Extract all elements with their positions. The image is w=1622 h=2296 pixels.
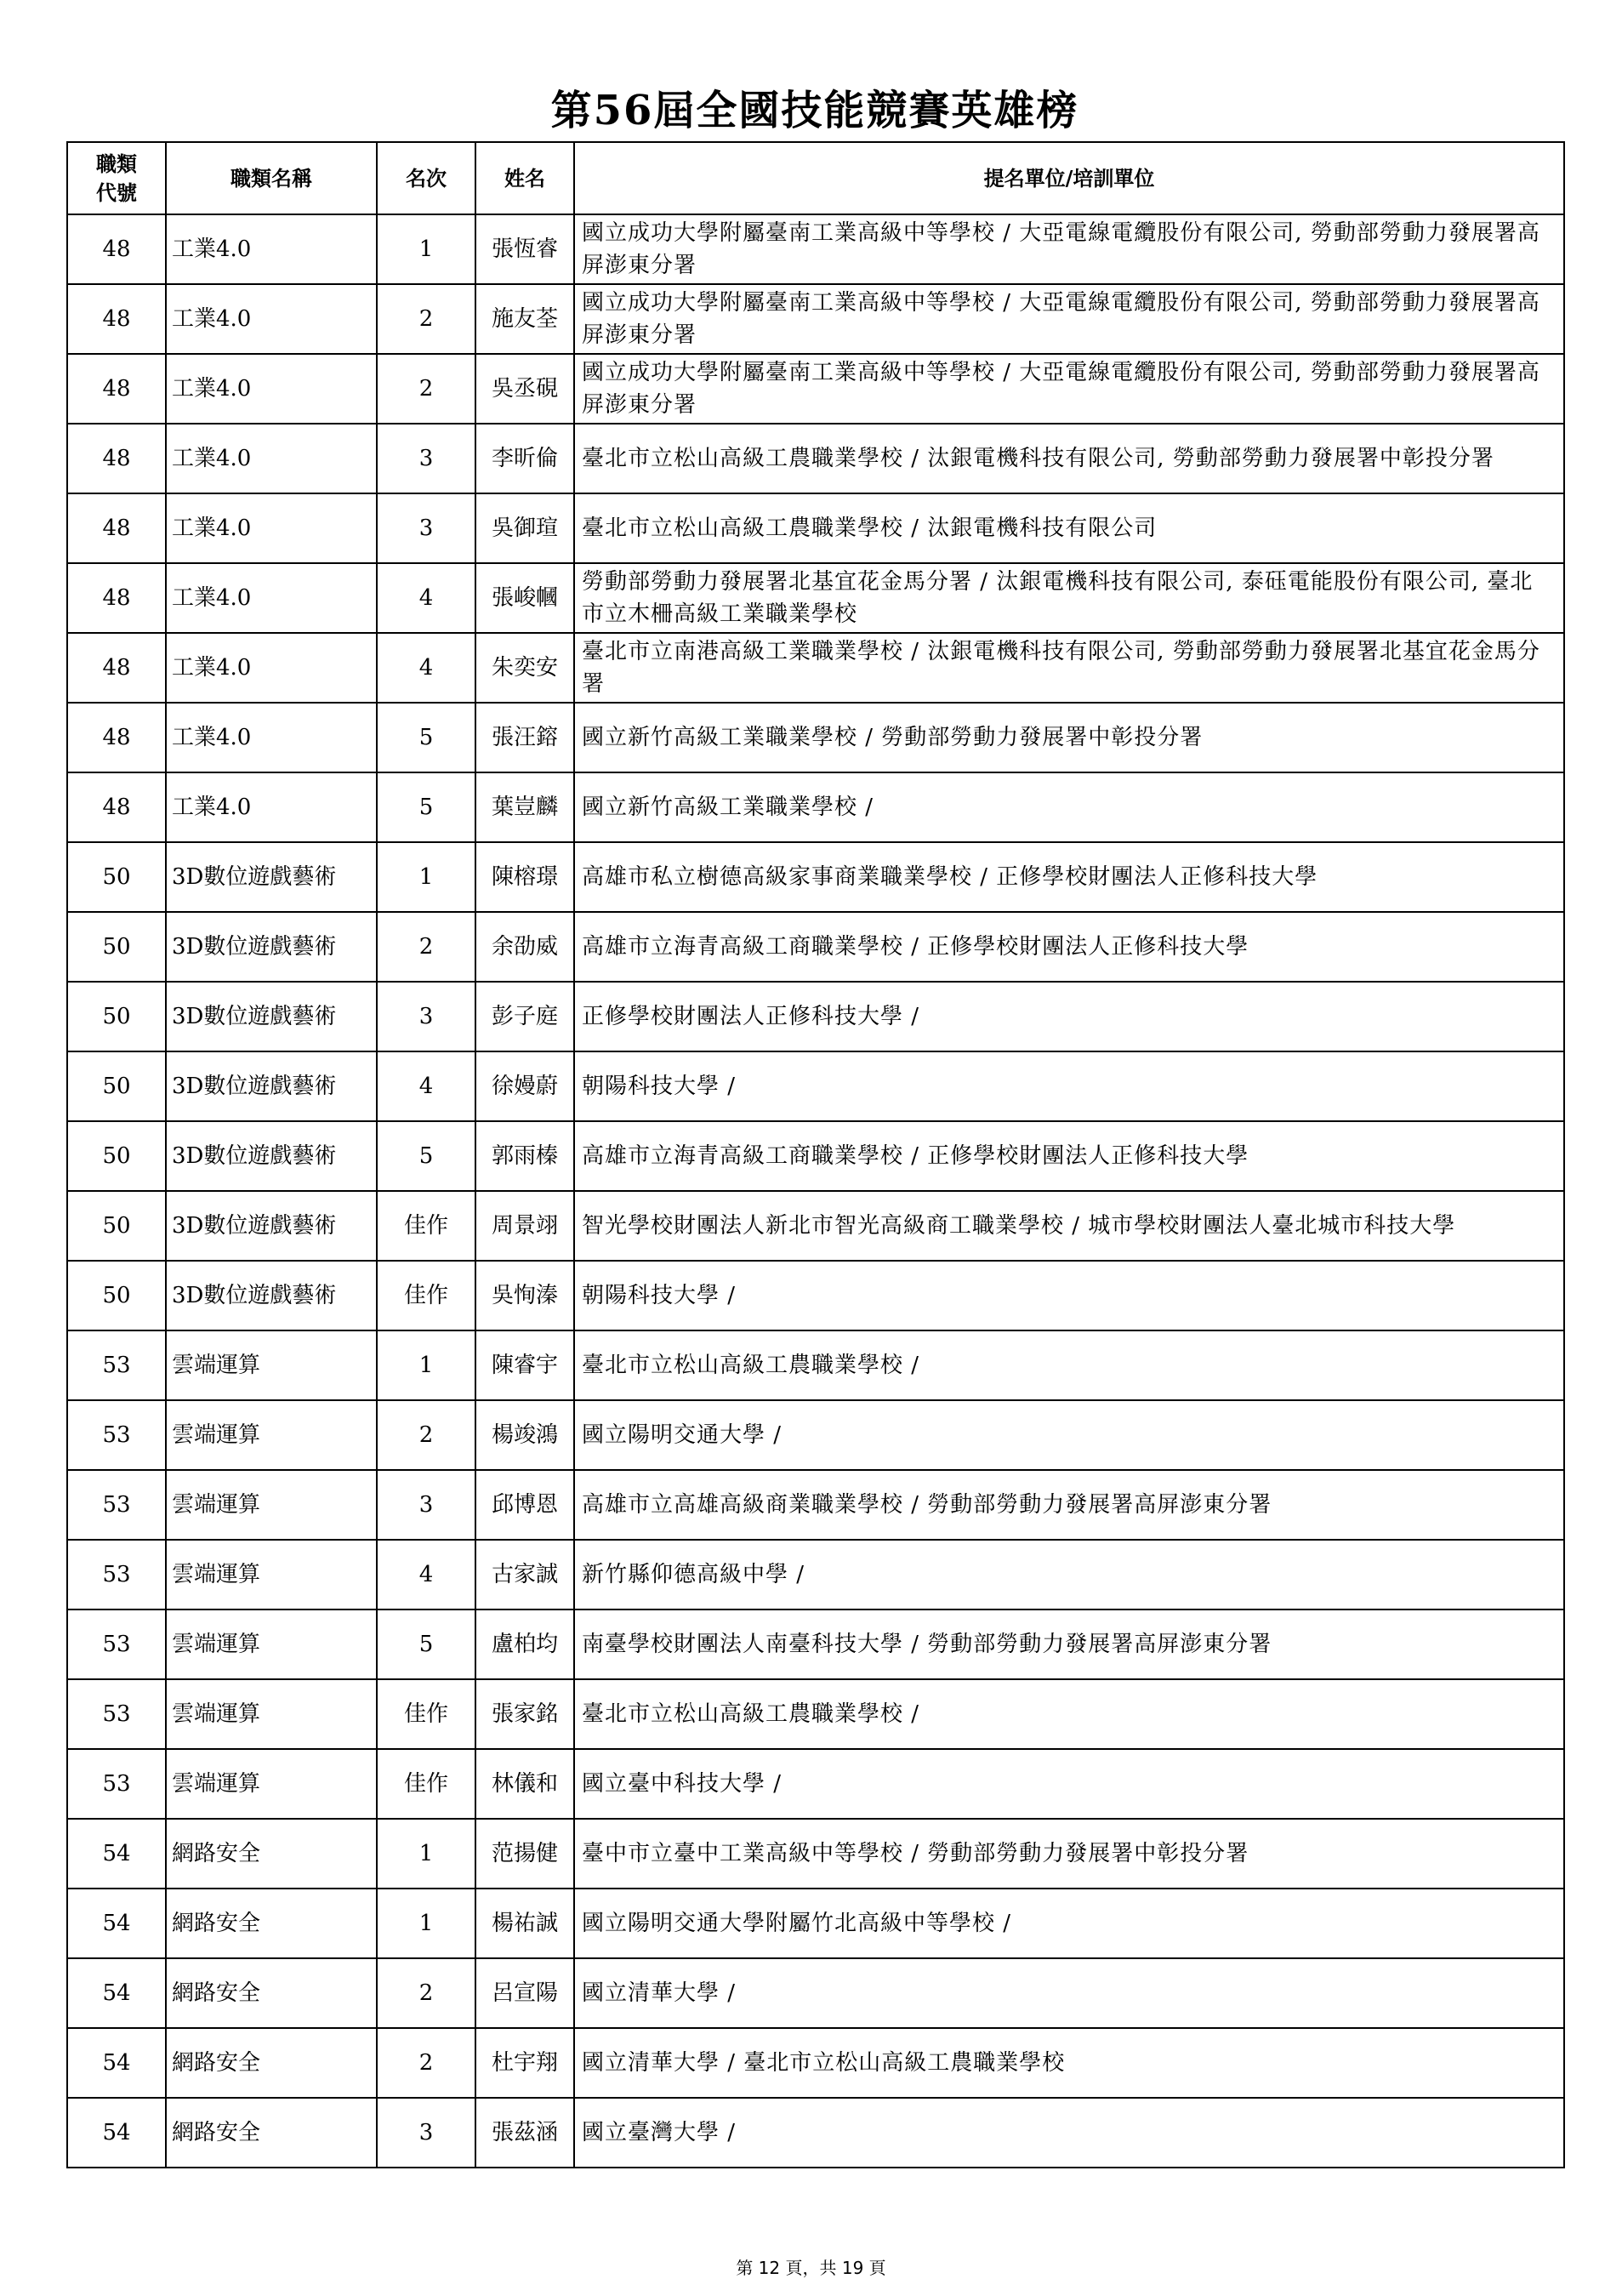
cell-code: 54 (67, 1889, 166, 1958)
cell-name: 邱博恩 (475, 1470, 574, 1540)
cell-name: 杜宇翔 (475, 2028, 574, 2098)
cell-unit: 朝陽科技大學 / (574, 1261, 1564, 1330)
cell-rank: 1 (377, 842, 475, 912)
table-row (67, 1470, 1564, 1540)
cell-rank: 4 (377, 633, 475, 703)
cell-unit: 國立臺中科技大學 / (574, 1749, 1564, 1819)
cell-rank: 2 (377, 1400, 475, 1470)
cell-rank: 1 (377, 214, 475, 284)
table-row (67, 1819, 1564, 1889)
header-code-line2: 代號 (96, 179, 137, 205)
cell-unit: 高雄市私立樹德高級家事商業職業學校 / 正修學校財團法人正修科技大學 (574, 842, 1564, 912)
cell-name: 盧柏均 (475, 1609, 574, 1679)
cell-name: 施友荃 (475, 284, 574, 354)
cell-unit: 正修學校財團法人正修科技大學 / (574, 982, 1564, 1051)
cell-name: 呂宣陽 (475, 1958, 574, 2028)
cell-rank: 4 (377, 1540, 475, 1609)
cell-skill: 工業4.0 (166, 493, 377, 563)
cell-name: 張峻幗 (475, 563, 574, 633)
cell-unit: 國立成功大學附屬臺南工業高級中等學校 / 大亞電線電纜股份有限公司, 勞動部勞動力發展署高屏澎東分署 (574, 284, 1564, 354)
cell-rank: 3 (377, 424, 475, 493)
cell-code: 50 (67, 842, 166, 912)
cell-skill: 工業4.0 (166, 703, 377, 772)
cell-name: 徐嫚蔚 (475, 1051, 574, 1121)
cell-unit: 朝陽科技大學 / (574, 1051, 1564, 1121)
cell-code: 54 (67, 1958, 166, 2028)
cell-rank: 1 (377, 1330, 475, 1400)
cell-rank: 5 (377, 1609, 475, 1679)
cell-unit: 臺中市立臺中工業高級中等學校 / 勞動部勞動力發展署中彰投分署 (574, 1819, 1564, 1889)
cell-code: 50 (67, 1121, 166, 1191)
table-row (67, 424, 1564, 493)
cell-skill: 3D數位遊戲藝術 (166, 1261, 377, 1330)
table-row (67, 563, 1564, 633)
table-row (67, 1261, 1564, 1330)
table-row (67, 633, 1564, 703)
table-row (67, 1540, 1564, 1609)
cell-skill: 網路安全 (166, 1958, 377, 2028)
cell-name: 陳睿宇 (475, 1330, 574, 1400)
cell-unit: 勞動部勞動力發展署北基宜花金馬分署 / 汰銀電機科技有限公司, 泰砡電能股份有限公司, 臺北市立木柵高級工業職業學校 (574, 563, 1564, 633)
cell-unit: 國立成功大學附屬臺南工業高級中等學校 / 大亞電線電纜股份有限公司, 勞動部勞動力發展署高屏澎東分署 (574, 214, 1564, 284)
table-header-row (67, 142, 1564, 214)
cell-rank: 3 (377, 982, 475, 1051)
cell-skill: 3D數位遊戲藝術 (166, 1121, 377, 1191)
cell-name: 周景翊 (475, 1191, 574, 1261)
cell-rank: 2 (377, 284, 475, 354)
cell-skill: 雲端運算 (166, 1679, 377, 1749)
cell-skill: 工業4.0 (166, 424, 377, 493)
cell-code: 50 (67, 912, 166, 982)
cell-unit: 高雄市立高雄高級商業職業學校 / 勞動部勞動力發展署高屏澎東分署 (574, 1470, 1564, 1540)
cell-unit: 臺北市立松山高級工農職業學校 / (574, 1679, 1564, 1749)
cell-unit: 國立成功大學附屬臺南工業高級中等學校 / 大亞電線電纜股份有限公司, 勞動部勞動力發展署高屏澎東分署 (574, 354, 1564, 424)
cell-skill: 雲端運算 (166, 1400, 377, 1470)
cell-unit: 國立陽明交通大學 / (574, 1400, 1564, 1470)
cell-name: 葉豈麟 (475, 772, 574, 842)
cell-rank: 2 (377, 2028, 475, 2098)
cell-code: 54 (67, 2098, 166, 2168)
cell-unit: 南臺學校財團法人南臺科技大學 / 勞動部勞動力發展署高屏澎東分署 (574, 1609, 1564, 1679)
cell-code: 48 (67, 424, 166, 493)
header-skill: 職類名稱 (166, 142, 377, 214)
cell-rank: 佳作 (377, 1191, 475, 1261)
cell-rank: 2 (377, 912, 475, 982)
table-row (67, 214, 1564, 284)
cell-code: 48 (67, 354, 166, 424)
cell-name: 張茲涵 (475, 2098, 574, 2168)
page-footer: 第 12 頁，共 19 頁 (736, 2258, 886, 2278)
cell-rank: 5 (377, 772, 475, 842)
cell-name: 范揚健 (475, 1819, 574, 1889)
cell-code: 54 (67, 2028, 166, 2098)
cell-rank: 4 (377, 563, 475, 633)
table-row (67, 1191, 1564, 1261)
cell-skill: 雲端運算 (166, 1330, 377, 1400)
table-row (67, 1121, 1564, 1191)
cell-code: 48 (67, 284, 166, 354)
table-row (67, 354, 1564, 424)
table-row (67, 772, 1564, 842)
cell-code: 50 (67, 1051, 166, 1121)
cell-skill: 3D數位遊戲藝術 (166, 982, 377, 1051)
cell-code: 48 (67, 214, 166, 284)
table-row (67, 1400, 1564, 1470)
cell-name: 楊竣鴻 (475, 1400, 574, 1470)
cell-unit: 臺北市立南港高級工業職業學校 / 汰銀電機科技有限公司, 勞動部勞動力發展署北基宜花金馬分署 (574, 633, 1564, 703)
cell-skill: 工業4.0 (166, 633, 377, 703)
cell-code: 53 (67, 1540, 166, 1609)
cell-skill: 3D數位遊戲藝術 (166, 1191, 377, 1261)
header-unit: 提名單位/培訓單位 (574, 142, 1564, 214)
table-row (67, 842, 1564, 912)
cell-name: 彭子庭 (475, 982, 574, 1051)
cell-skill: 工業4.0 (166, 284, 377, 354)
cell-unit: 國立清華大學 / (574, 1958, 1564, 2028)
cell-skill: 工業4.0 (166, 563, 377, 633)
cell-code: 53 (67, 1679, 166, 1749)
cell-name: 陳榕璟 (475, 842, 574, 912)
table-row (67, 2098, 1564, 2168)
cell-name: 朱奕安 (475, 633, 574, 703)
cell-name: 張恆睿 (475, 214, 574, 284)
cell-skill: 工業4.0 (166, 772, 377, 842)
cell-code: 53 (67, 1749, 166, 1819)
cell-rank: 佳作 (377, 1679, 475, 1749)
cell-skill: 網路安全 (166, 1889, 377, 1958)
table-body (67, 214, 1564, 2168)
table-row (67, 1609, 1564, 1679)
table-row (67, 1330, 1564, 1400)
cell-rank: 佳作 (377, 1261, 475, 1330)
header-rank: 名次 (377, 142, 475, 214)
header-name: 姓名 (475, 142, 574, 214)
cell-unit: 國立清華大學 / 臺北市立松山高級工農職業學校 (574, 2028, 1564, 2098)
table-row (67, 493, 1564, 563)
cell-rank: 2 (377, 354, 475, 424)
cell-name: 余劭威 (475, 912, 574, 982)
cell-rank: 4 (377, 1051, 475, 1121)
cell-code: 48 (67, 563, 166, 633)
cell-skill: 雲端運算 (166, 1609, 377, 1679)
cell-name: 張家銘 (475, 1679, 574, 1749)
cell-skill: 雲端運算 (166, 1749, 377, 1819)
cell-name: 吳丞硯 (475, 354, 574, 424)
cell-unit: 臺北市立松山高級工農職業學校 / 汰銀電機科技有限公司, 勞動部勞動力發展署中彰投分署 (574, 424, 1564, 493)
cell-rank: 1 (377, 1889, 475, 1958)
cell-name: 張汪鎔 (475, 703, 574, 772)
cell-code: 53 (67, 1400, 166, 1470)
cell-rank: 3 (377, 1470, 475, 1540)
cell-code: 48 (67, 633, 166, 703)
cell-skill: 雲端運算 (166, 1540, 377, 1609)
cell-skill: 網路安全 (166, 2028, 377, 2098)
cell-skill: 3D數位遊戲藝術 (166, 912, 377, 982)
page-title: 第56屆全國技能競賽英雄榜 (550, 87, 1079, 134)
table-row (67, 703, 1564, 772)
table-row (67, 284, 1564, 354)
cell-code: 54 (67, 1819, 166, 1889)
cell-unit: 國立陽明交通大學附屬竹北高級中等學校 / (574, 1889, 1564, 1958)
cell-rank: 3 (377, 2098, 475, 2168)
cell-skill: 3D數位遊戲藝術 (166, 1051, 377, 1121)
cell-name: 郭雨榛 (475, 1121, 574, 1191)
table-row (67, 1679, 1564, 1749)
cell-unit: 高雄市立海青高級工商職業學校 / 正修學校財團法人正修科技大學 (574, 1121, 1564, 1191)
table-row (67, 1749, 1564, 1819)
cell-rank: 2 (377, 1958, 475, 2028)
cell-skill: 雲端運算 (166, 1470, 377, 1540)
cell-rank: 5 (377, 1121, 475, 1191)
cell-code: 48 (67, 703, 166, 772)
cell-unit: 國立新竹高級工業職業學校 / (574, 772, 1564, 842)
cell-name: 李昕倫 (475, 424, 574, 493)
table-row (67, 1051, 1564, 1121)
table-row (67, 2028, 1564, 2098)
table-row (67, 982, 1564, 1051)
cell-name: 吳御瑄 (475, 493, 574, 563)
results-table (66, 141, 1565, 2168)
table-row (67, 1889, 1564, 1958)
cell-code: 53 (67, 1330, 166, 1400)
cell-code: 50 (67, 1191, 166, 1261)
cell-code: 53 (67, 1609, 166, 1679)
cell-code: 50 (67, 982, 166, 1051)
cell-rank: 5 (377, 703, 475, 772)
cell-unit: 臺北市立松山高級工農職業學校 / 汰銀電機科技有限公司 (574, 493, 1564, 563)
cell-code: 53 (67, 1470, 166, 1540)
cell-name: 林儀和 (475, 1749, 574, 1819)
cell-unit: 國立新竹高級工業職業學校 / 勞動部勞動力發展署中彰投分署 (574, 703, 1564, 772)
cell-unit: 臺北市立松山高級工農職業學校 / (574, 1330, 1564, 1400)
cell-rank: 佳作 (377, 1749, 475, 1819)
cell-unit: 國立臺灣大學 / (574, 2098, 1564, 2168)
cell-code: 50 (67, 1261, 166, 1330)
cell-name: 楊祐誠 (475, 1889, 574, 1958)
cell-code: 48 (67, 772, 166, 842)
cell-name: 古家誠 (475, 1540, 574, 1609)
cell-skill: 網路安全 (166, 1819, 377, 1889)
cell-name: 吳恂溱 (475, 1261, 574, 1330)
cell-rank: 1 (377, 1819, 475, 1889)
cell-code: 48 (67, 493, 166, 563)
header-code (67, 142, 166, 214)
cell-unit: 新竹縣仰德高級中學 / (574, 1540, 1564, 1609)
cell-skill: 3D數位遊戲藝術 (166, 842, 377, 912)
header-code-line1: 職類 (96, 151, 137, 176)
table-row (67, 912, 1564, 982)
cell-unit: 智光學校財團法人新北市智光高級商工職業學校 / 城市學校財團法人臺北城市科技大學 (574, 1191, 1564, 1261)
cell-skill: 工業4.0 (166, 214, 377, 284)
table-row (67, 1958, 1564, 2028)
cell-skill: 工業4.0 (166, 354, 377, 424)
cell-skill: 網路安全 (166, 2098, 377, 2168)
cell-unit: 高雄市立海青高級工商職業學校 / 正修學校財團法人正修科技大學 (574, 912, 1564, 982)
cell-rank: 3 (377, 493, 475, 563)
